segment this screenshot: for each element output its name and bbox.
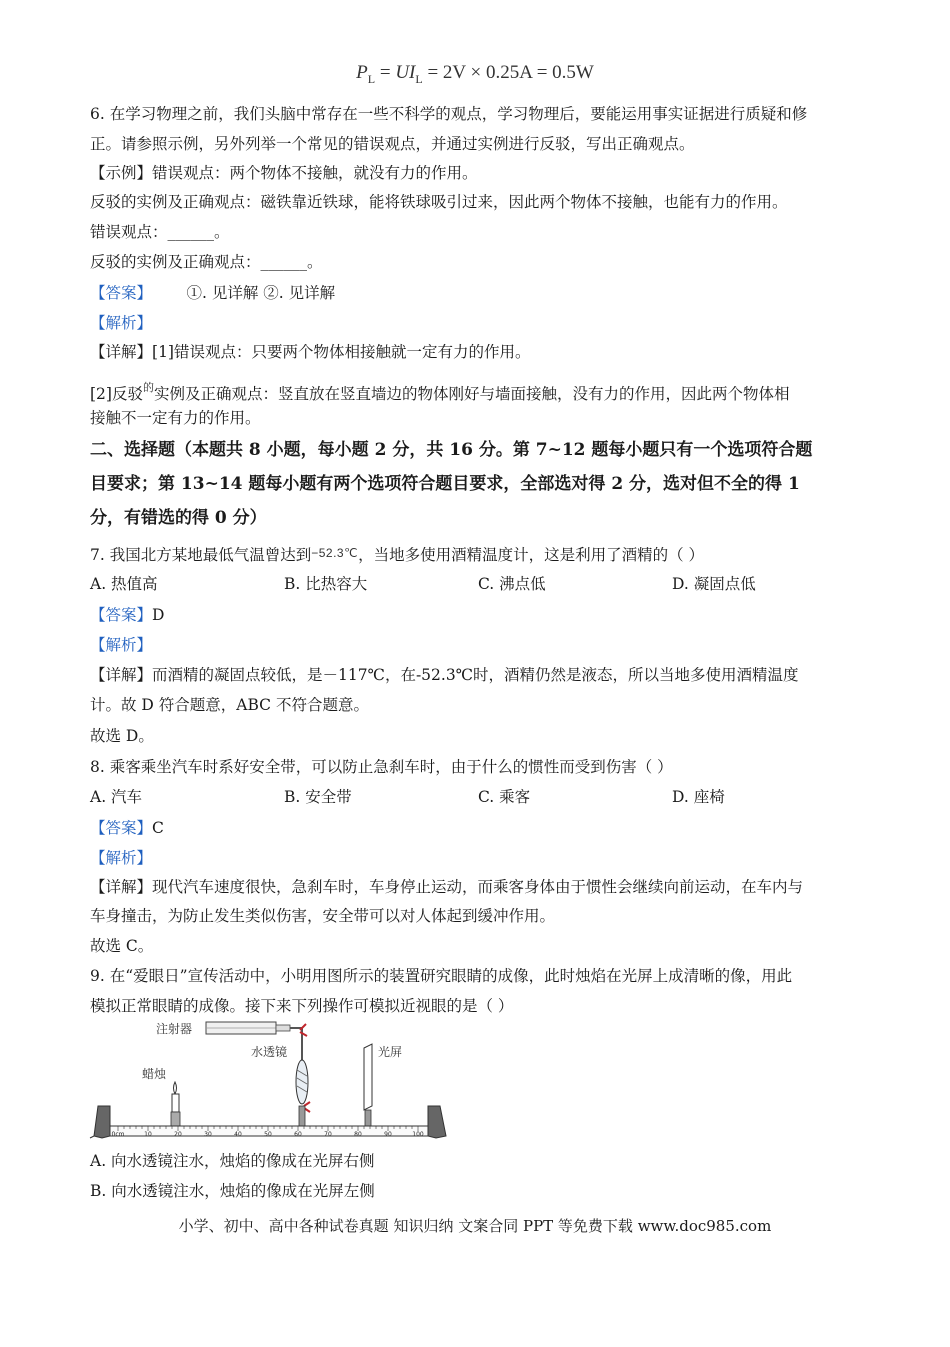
q7-detail-2: 计。故 D 符合题意，ABC 不符合题意。 <box>90 696 369 714</box>
answer-tag: 【答案】 <box>90 284 153 302</box>
syringe-label: 注射器 <box>156 1022 193 1036</box>
q9-option-b: B. 向水透镜注水，烛焰的像成在光屏左侧 <box>90 1182 375 1200</box>
example-tag: 【示例】 <box>90 164 153 182</box>
q6-stem-line1: 6. 在学习物理之前，我们头脑中常存在一些不科学的观点，学习物理后，要能运用事实证据进行质疑和修 <box>90 105 808 123</box>
ruler-tick-label: 50 <box>264 1131 272 1138</box>
ruler-tick-label: 40 <box>234 1131 242 1138</box>
section2-heading-1: 二、选择题（本题共 8 小题，每小题 2 分，共 16 分。第 7~12 题每小题只有一个选项符合题 <box>90 440 813 460</box>
ruler-tick-label: 10 <box>144 1131 152 1138</box>
section2-heading-3: 分，有错选的得 0 分） <box>90 508 267 528</box>
ruler-tick-label: 70 <box>324 1131 332 1138</box>
detail-tag: 【详解】 <box>90 343 153 361</box>
water-lens-icon <box>296 1060 310 1126</box>
ruler-tick-label: 90 <box>384 1131 392 1138</box>
detail-text: 而酒精的凝固点较低，是－117℃，在-52.3℃时，酒精仍然是液态，所以当地多使用酒精温度 <box>152 666 799 684</box>
q7-option-c: C. 沸点低 <box>478 575 546 593</box>
q7-stem-a: 7. 我国北方某地最低气温曾达到 <box>90 546 312 564</box>
q6-detail-1 <box>90 342 870 362</box>
ruler-tick-label: 0cm <box>111 1131 125 1138</box>
q8-analysis-tag: 【解析】 <box>90 849 153 867</box>
ruler-tick-label: 20 <box>174 1131 182 1138</box>
answer-value: D <box>152 606 165 624</box>
detail-tag: 【详解】 <box>90 666 153 684</box>
q9-stem-line1: 9. 在“爱眼日”宣传活动中，小明用图所示的装置研究眼睛的成像，此时烛焰在光屏上成清晰的像，用此 <box>90 967 793 985</box>
power-formula: $P_L = UI_L = 2V \times 0.25A = 0.5W$ <box>356 62 594 86</box>
section2-heading-2: 目要求；第 13~14 题每小题有两个选项符合题目要求，全部选对得 2 分，选对但不全的得 1 <box>90 474 800 494</box>
q8-conclusion: 故选 C。 <box>90 937 154 955</box>
q8-detail-1 <box>90 877 870 897</box>
ruler-tick-label: 30 <box>204 1131 212 1138</box>
q7-option-b: B. 比热容大 <box>284 575 368 593</box>
ruler-tick-label: 100 <box>412 1131 424 1138</box>
detail-text: [1]错误观点：只要两个物体相接触就一定有力的作用。 <box>152 343 531 361</box>
q6-detail-2 <box>90 378 870 404</box>
candle-icon <box>171 1082 180 1126</box>
detail-2c: 实例及正确观点：竖直放在竖直墙边的物体刚好与墙面接触，没有力的作用，因此两个物体相 <box>153 385 790 403</box>
ruler-tick-label: 60 <box>294 1131 302 1138</box>
q7-stem-b: ，当地多使用酒精温度计，这是利用了酒精的（ ） <box>358 546 704 564</box>
q7-temperature: −52.3℃ <box>311 546 359 560</box>
q6-example-rebuttal: 反驳的实例及正确观点：磁铁靠近铁球，能将铁球吸引过来，因此两个物体不接触，也能有力的作用。 <box>90 193 788 211</box>
ruler-tick-label: 80 <box>354 1131 362 1138</box>
screen-label: 光屏 <box>378 1045 403 1059</box>
answer-tag: 【答案】 <box>90 819 153 837</box>
q8-option-c: C. 乘客 <box>478 788 531 806</box>
q6-blank-1: 错误观点：______。 <box>90 223 230 241</box>
detail-2b: 的 <box>142 381 154 394</box>
q6-detail-3: 接触不一定有力的作用。 <box>90 409 261 427</box>
light-screen-icon <box>364 1044 372 1126</box>
detail-text: 现代汽车速度很快，急刹车时，车身停止运动，而乘客身体由于惯性会继续向前运动，在车内与 <box>152 878 804 896</box>
q7-stem <box>90 543 870 565</box>
q8-answer <box>90 818 870 838</box>
q7-option-a: A. 热值高 <box>90 575 158 593</box>
answer-text: ①. 见详解 ②. 见详解 <box>186 284 336 302</box>
q8-option-b: B. 安全带 <box>284 788 352 806</box>
q8-stem: 8. 乘客乘坐汽车时系好安全带，可以防止急刹车时，由于什么的惯性而受到伤害（ ） <box>90 758 673 776</box>
q7-answer <box>90 605 870 625</box>
detail-tag: 【详解】 <box>90 878 153 896</box>
q6-blank-2: 反驳的实例及正确观点：______。 <box>90 253 323 271</box>
detail-2a: [2]反驳 <box>90 385 143 403</box>
q8-option-a: A. 汽车 <box>90 788 143 806</box>
candle-label: 蜡烛 <box>142 1067 167 1081</box>
q8-detail-2: 车身撞击，为防止发生类似伤害，安全带可以对人体起到缓冲作用。 <box>90 907 556 925</box>
answer-tag: 【答案】 <box>90 606 153 624</box>
example-text: 错误观点：两个物体不接触，就没有力的作用。 <box>152 164 478 182</box>
q8-option-d: D. 座椅 <box>672 788 725 806</box>
water-lens-label: 水透镜 <box>251 1045 288 1059</box>
page-footer: 小学、初中、高中各种试卷真题 知识归纳 文案合同 PPT 等免费下载 www.doc985.com <box>178 1217 772 1235</box>
q6-example <box>90 163 870 183</box>
q6-answer <box>90 283 870 303</box>
q7-conclusion: 故选 D。 <box>90 727 154 745</box>
q6-analysis-tag: 【解析】 <box>90 314 153 332</box>
q7-option-d: D. 凝固点低 <box>672 575 756 593</box>
q7-detail-1 <box>90 665 870 685</box>
q9-stem-line2: 模拟正常眼睛的成像。接下来下列操作可模拟近视眼的是（ ） <box>90 997 514 1015</box>
answer-value: C <box>152 819 164 837</box>
q9-option-a: A. 向水透镜注水，烛焰的像成在光屏右侧 <box>90 1152 375 1170</box>
optical-bench-figure <box>88 1020 450 1140</box>
q6-stem-line2: 正。请参照示例，另外列举一个常见的错误观点，并通过实例进行反驳，写出正确观点。 <box>90 135 695 153</box>
q7-analysis-tag: 【解析】 <box>90 636 153 654</box>
